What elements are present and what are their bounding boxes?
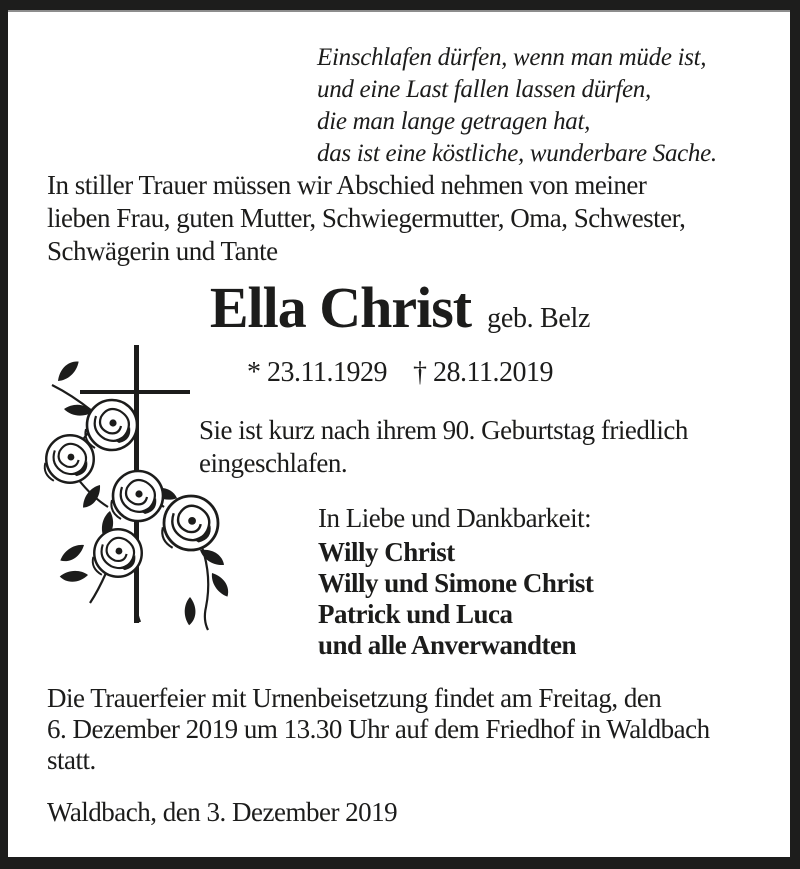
intro-line: lieben Frau, guten Mutter, Schwiegermutter, Oma, Schwester,	[47, 203, 686, 233]
mourner-name: Willy Christ	[318, 537, 455, 567]
announcement-paragraph	[199, 414, 688, 480]
funeral-line: Die Trauerfeier mit Urnenbeisetzung findet am Freitag, den	[47, 683, 662, 713]
death-date: † 28.11.2019	[413, 357, 553, 388]
funeral-line: 6. Dezember 2019 um 13.30 Uhr auf dem Friedhof in Waldbach	[47, 714, 710, 744]
quote-line: die man lange getragen hat,	[317, 108, 591, 135]
deceased-name-row	[0, 275, 800, 353]
maiden-name: geb. Belz	[487, 303, 591, 334]
deceased-name: Ella Christ	[209, 275, 472, 340]
intro-line: Schwägerin und Tante	[47, 236, 278, 266]
funeral-paragraph	[47, 683, 710, 776]
mourner-name: Willy und Simone Christ	[318, 568, 594, 598]
quote-line: Einschlafen dürfen, wenn man müde ist,	[317, 44, 707, 71]
funeral-line: statt.	[47, 745, 96, 775]
place-dateline: Waldbach, den 3. Dezember 2019	[47, 797, 398, 827]
life-dates-row	[0, 358, 800, 388]
intro-line: In stiller Trauer müssen wir Abschied nehmen von meiner	[47, 170, 647, 200]
announcement-line: Sie ist kurz nach ihrem 90. Geburtstag friedlich	[199, 415, 688, 445]
announcement-line: eingeschlafen.	[199, 448, 348, 478]
birth-date: * 23.11.1929	[247, 357, 387, 388]
mourner-name: Patrick und Luca	[318, 599, 513, 629]
mourner-names-list	[318, 537, 593, 661]
quote-line: das ist eine köstliche, wunderbare Sache.	[317, 140, 717, 167]
quote-line: und eine Last fallen lassen dürfen,	[317, 76, 651, 103]
mourner-name: und alle Anverwandten	[318, 630, 577, 660]
epigraph-quote	[317, 42, 717, 170]
mourners-heading: In Liebe und Dankbarkeit:	[318, 503, 592, 533]
intro-paragraph	[47, 169, 685, 268]
